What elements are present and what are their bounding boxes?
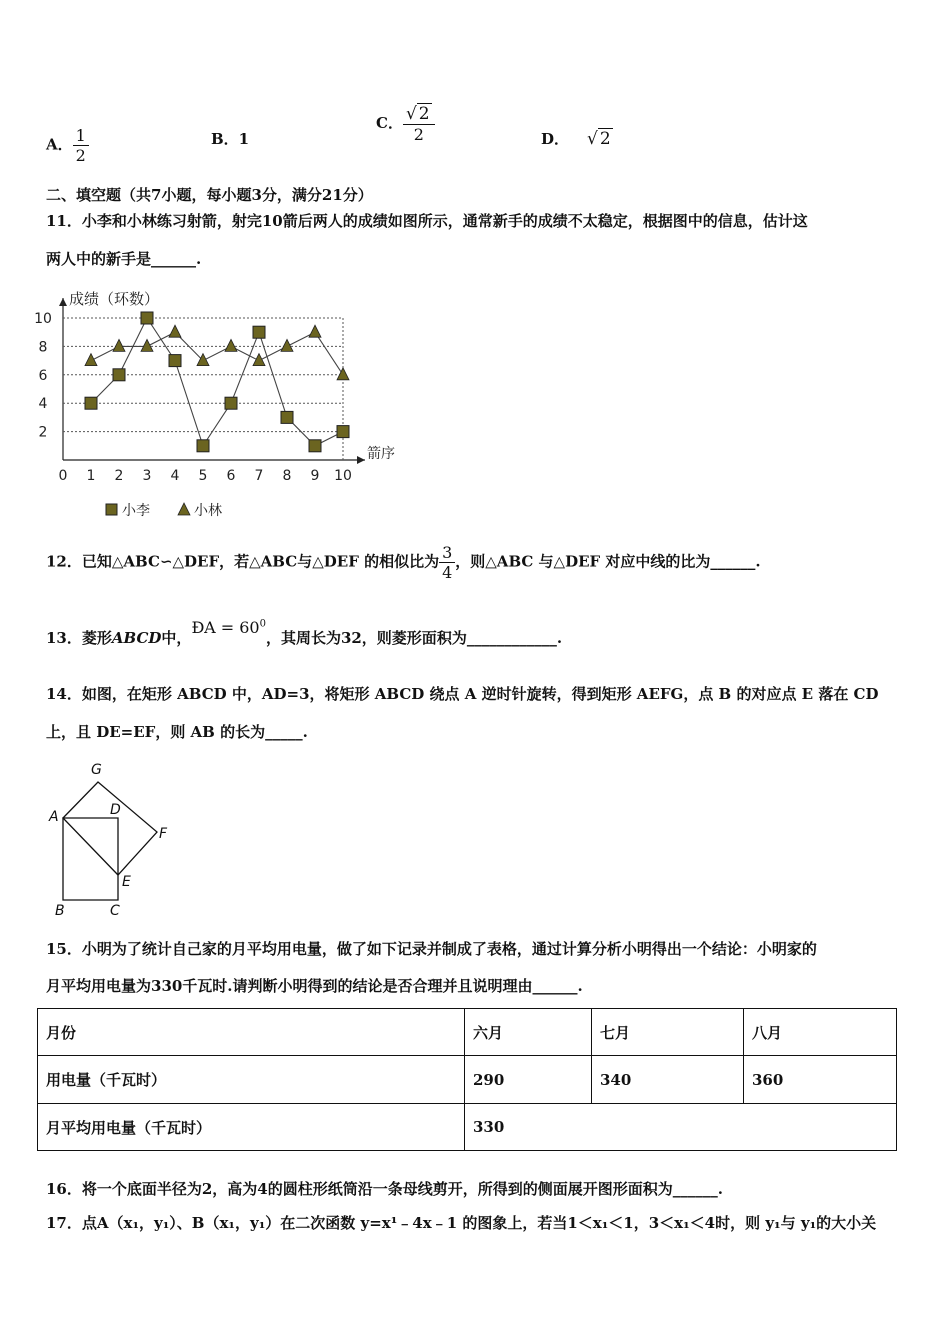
question-14-line1: 14．如图，在矩形 ABCD 中，AD=3，将矩形 ABCD 绕点 A 逆时针旋转，得到矩形 AEFG，点 B 的对应点 E 落在 CD [46,685,879,703]
y-tick-label: 8 [38,339,48,356]
data-point-triangle [337,368,349,380]
data-point-square [141,312,153,324]
data-point-triangle [113,339,125,351]
y-tick-label: 2 [38,424,48,441]
option-b: B．1 [211,130,250,148]
question-12: 12．已知△ABC∽△DEF，若△ABC与△DEF 的相似比为 $\frac{3}{4}$ ，则△ABC 与△DEF 对应中线的比为______. [46,543,761,583]
question-15-line2: 月平均用电量为330千瓦时.请判断小明得到的结论是否合理并且说明理由______. [46,977,583,995]
question-11-line1: 11．小李和小林练习射箭，射完10箭后两人的成绩如图所示，通常新手的成绩不太稳定，根据图中的信息，估计这 [46,212,808,230]
x-tick-label: 1 [86,468,96,484]
data-point-triangle [253,354,265,366]
fraction-three-quarters: $\frac{3}{4}$ [439,543,455,582]
data-point-triangle [225,339,237,351]
label-c: C [110,903,120,919]
data-point-triangle [309,325,321,337]
question-11-line2: 两人中的新手是______. [46,250,202,268]
question-14-line2: 上，且 DE=EF，则 AB 的长为_____. [46,723,308,741]
data-point-square [169,355,181,367]
x-tick-label: 6 [226,468,236,484]
x-tick-label: 3 [142,468,152,484]
score-line-chart [34,282,420,527]
x-axis-label: 箭序 [367,446,395,462]
label-d: D [110,802,121,818]
legend-label-1: 小李 [122,503,150,519]
section-heading: 二、填空题（共7小题，每小题3分，满分21分） [46,186,373,204]
electricity-table [37,1008,897,1151]
label-b: B [55,903,65,919]
option-d: D． √ 2 [541,129,611,149]
x-tick-label: 4 [170,468,180,484]
data-point-triangle [169,325,181,337]
legend-marker-triangle [178,503,190,515]
x-tick-label: 7 [254,468,264,484]
data-point-square [309,440,321,452]
data-point-square [337,426,349,438]
y-tick-label: 4 [38,396,48,413]
option-a: A． $\frac{1}{2}$ [46,126,89,165]
x-tick-label: 2 [114,468,124,484]
table-row: 用电量（千瓦时） 290 340 360 [38,1056,897,1104]
rectangle-abcd [63,818,118,900]
y-tick-label: 10 [34,311,52,327]
data-point-square [253,326,265,338]
y-axis-arrow [59,298,67,306]
y-axis-label: 成绩（环数） [69,290,160,308]
legend-marker-square [106,504,117,515]
data-point-square [85,397,97,409]
x-axis-arrow [357,456,365,464]
fraction-root2-over-2: $\frac{√ 2}{2}$ [403,104,435,144]
question-13: 13．菱形ABCD中，ÐA = $60^0$，其周长为32，则菱形面积为____________. [46,618,563,647]
option-c: C． $\frac{√ 2}{2}$ [376,104,435,144]
rectangle-rotation-figure [44,758,184,923]
y-tick-label: 6 [38,367,48,384]
label-g: G [91,762,102,778]
question-17: 17．点A（x₁，y₁）、B（x₁，y₁）在二次函数 y=x¹﹣4x﹣1 的图象上，若当1＜x₁＜1，3＜x₁＜4时，则 y₁与 y₁的大小关 [46,1214,877,1232]
data-point-square [281,411,293,423]
table-row: 月份 六月 七月 八月 [38,1009,897,1056]
data-point-triangle [85,354,97,366]
table-row: 月平均用电量（千瓦时） 330 [38,1104,897,1151]
x-tick-label: 9 [310,468,320,484]
data-point-square [225,397,237,409]
label-a: A [49,809,59,825]
x-tick-label: 0 [58,468,68,484]
question-15-line1: 15．小明为了统计自己家的月平均用电量，做了如下记录并制成了表格，通过计算分析小明得出一个结论：小明家的 [46,940,817,958]
rectangle-aefg [63,782,157,875]
data-point-square [197,440,209,452]
data-point-square [113,369,125,381]
data-point-triangle [141,339,153,351]
label-e: E [122,874,131,890]
fraction-one-half: $\frac{1}{2}$ [73,126,89,165]
data-point-triangle [281,339,293,351]
legend-label-2: 小林 [194,503,222,519]
x-tick-label: 8 [282,468,292,484]
label-f: F [159,826,168,842]
question-16: 16．将一个底面半径为2，高为4的圆柱形纸筒沿一条母线剪开，所得到的侧面展开图形面积为______. [46,1180,723,1198]
x-tick-label: 5 [198,468,208,484]
x-tick-label: 10 [334,468,352,484]
data-point-triangle [197,354,209,366]
angle-formula: ÐA = $60^0$ [191,618,266,637]
series-line-2 [91,332,343,375]
